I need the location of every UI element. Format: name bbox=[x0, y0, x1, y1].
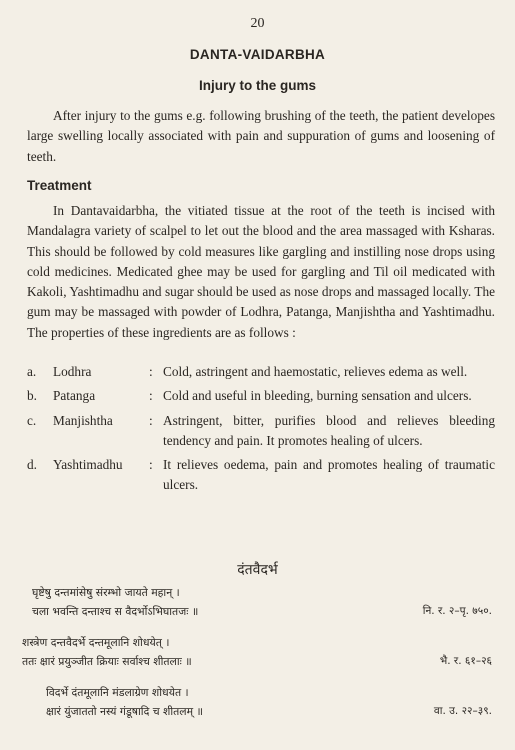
item-marker: c. bbox=[27, 412, 37, 428]
list-item bbox=[27, 455, 495, 496]
sanskrit-title: दंतवैदर्भ bbox=[237, 562, 278, 578]
item-description: Astringent, bitter, purifies blood and relieves bleeding tendency and pain. It promotes healing of ulcers. bbox=[163, 412, 495, 448]
verse-text: चला भवन्ति दन्ताश्च स वैदर्भोऽभिघातजः ॥ bbox=[32, 605, 199, 618]
item-name: Manjishtha bbox=[53, 412, 113, 428]
verse-line bbox=[22, 652, 492, 671]
intro-paragraph bbox=[27, 106, 495, 167]
verse-text: घृष्टेषु दन्तमांसेषु संरम्भो जायते महान् । bbox=[32, 586, 180, 599]
verse-line bbox=[46, 683, 492, 702]
verse-text: क्षारं युंजाततो नस्यं गंडूषादि च शीतलम् ॥ bbox=[46, 705, 203, 718]
item-marker: b. bbox=[27, 388, 37, 404]
verse-text: ततः क्षारं प्रयुञ्जीत क्रियाः सर्वाश्च शीतलाः ॥ bbox=[22, 655, 192, 668]
verse-block bbox=[32, 583, 492, 621]
item-description: Cold, astringent and haemostatic, relieves edema as well. bbox=[163, 364, 468, 379]
verse-reference: भै. र. ६१–२६ bbox=[439, 655, 492, 667]
treatment-text: In Dantavaidarbha, the vitiated tissue at the root of the teeth is incised with Mandalagra variety of scalpel to let out the blood and the area massaged with Ksharas. This should be followed by cold measures like gargling and instilling nose drops using cold medicines. Medicated ghee may be used for gargling and Til oil medicated with Kakoli, Yashtimadhu and sugar should be used as nose drops and massaged locally. The gum may be massaged with powder of Lodhra, Patanga, Manjishtha and Yashtimadhu. The properties of these ingredients are as follows : bbox=[27, 203, 495, 340]
intro-text: After injury to the gums e.g. following brushing of the teeth, the patient developes large swelling locally associated with pain and suppuration of gums and loosening of teeth. bbox=[27, 108, 495, 164]
item-name: Yashtimadhu bbox=[53, 457, 123, 473]
page-subtitle: Injury to the gums bbox=[198, 78, 316, 93]
item-name: Patanga bbox=[53, 388, 96, 404]
verse-reference: नि. र. २–पृ. ७५०. bbox=[422, 605, 492, 617]
item-separator: : bbox=[149, 457, 153, 473]
ingredient-list bbox=[27, 362, 495, 500]
list-item bbox=[27, 362, 495, 382]
verse-block bbox=[46, 683, 492, 721]
item-description: Cold and useful in bleeding, burning sensation and ulcers. bbox=[163, 388, 472, 404]
verse-line bbox=[32, 583, 492, 602]
treatment-paragraph bbox=[27, 201, 495, 343]
verse-reference: वा. उ. २२–३९. bbox=[433, 705, 492, 717]
verse-text: शस्त्रेण दन्तवैदर्भे दन्तमूलानि शोधयेत् । bbox=[22, 636, 170, 649]
list-item bbox=[27, 386, 495, 406]
item-marker: a. bbox=[27, 364, 37, 379]
verse-text: विदर्भे दंतमूलानि मंडलाग्रेण शोधयेत । bbox=[46, 686, 189, 699]
item-name: Lodhra bbox=[53, 364, 92, 379]
item-marker: d. bbox=[27, 457, 37, 473]
page-number: 20 bbox=[250, 16, 265, 31]
verse-line bbox=[22, 633, 492, 652]
treatment-heading: Treatment bbox=[27, 178, 92, 193]
item-description: It relieves oedema, pain and promotes healing of traumatic ulcers. bbox=[163, 457, 495, 493]
verse-block bbox=[22, 633, 492, 671]
verse-line bbox=[46, 702, 492, 721]
item-separator: : bbox=[149, 364, 153, 379]
verse-line bbox=[32, 602, 492, 621]
page-title: DANTA-VAIDARBHA bbox=[189, 47, 326, 62]
item-separator: : bbox=[149, 388, 153, 404]
item-separator: : bbox=[149, 412, 153, 428]
list-item bbox=[27, 411, 495, 452]
